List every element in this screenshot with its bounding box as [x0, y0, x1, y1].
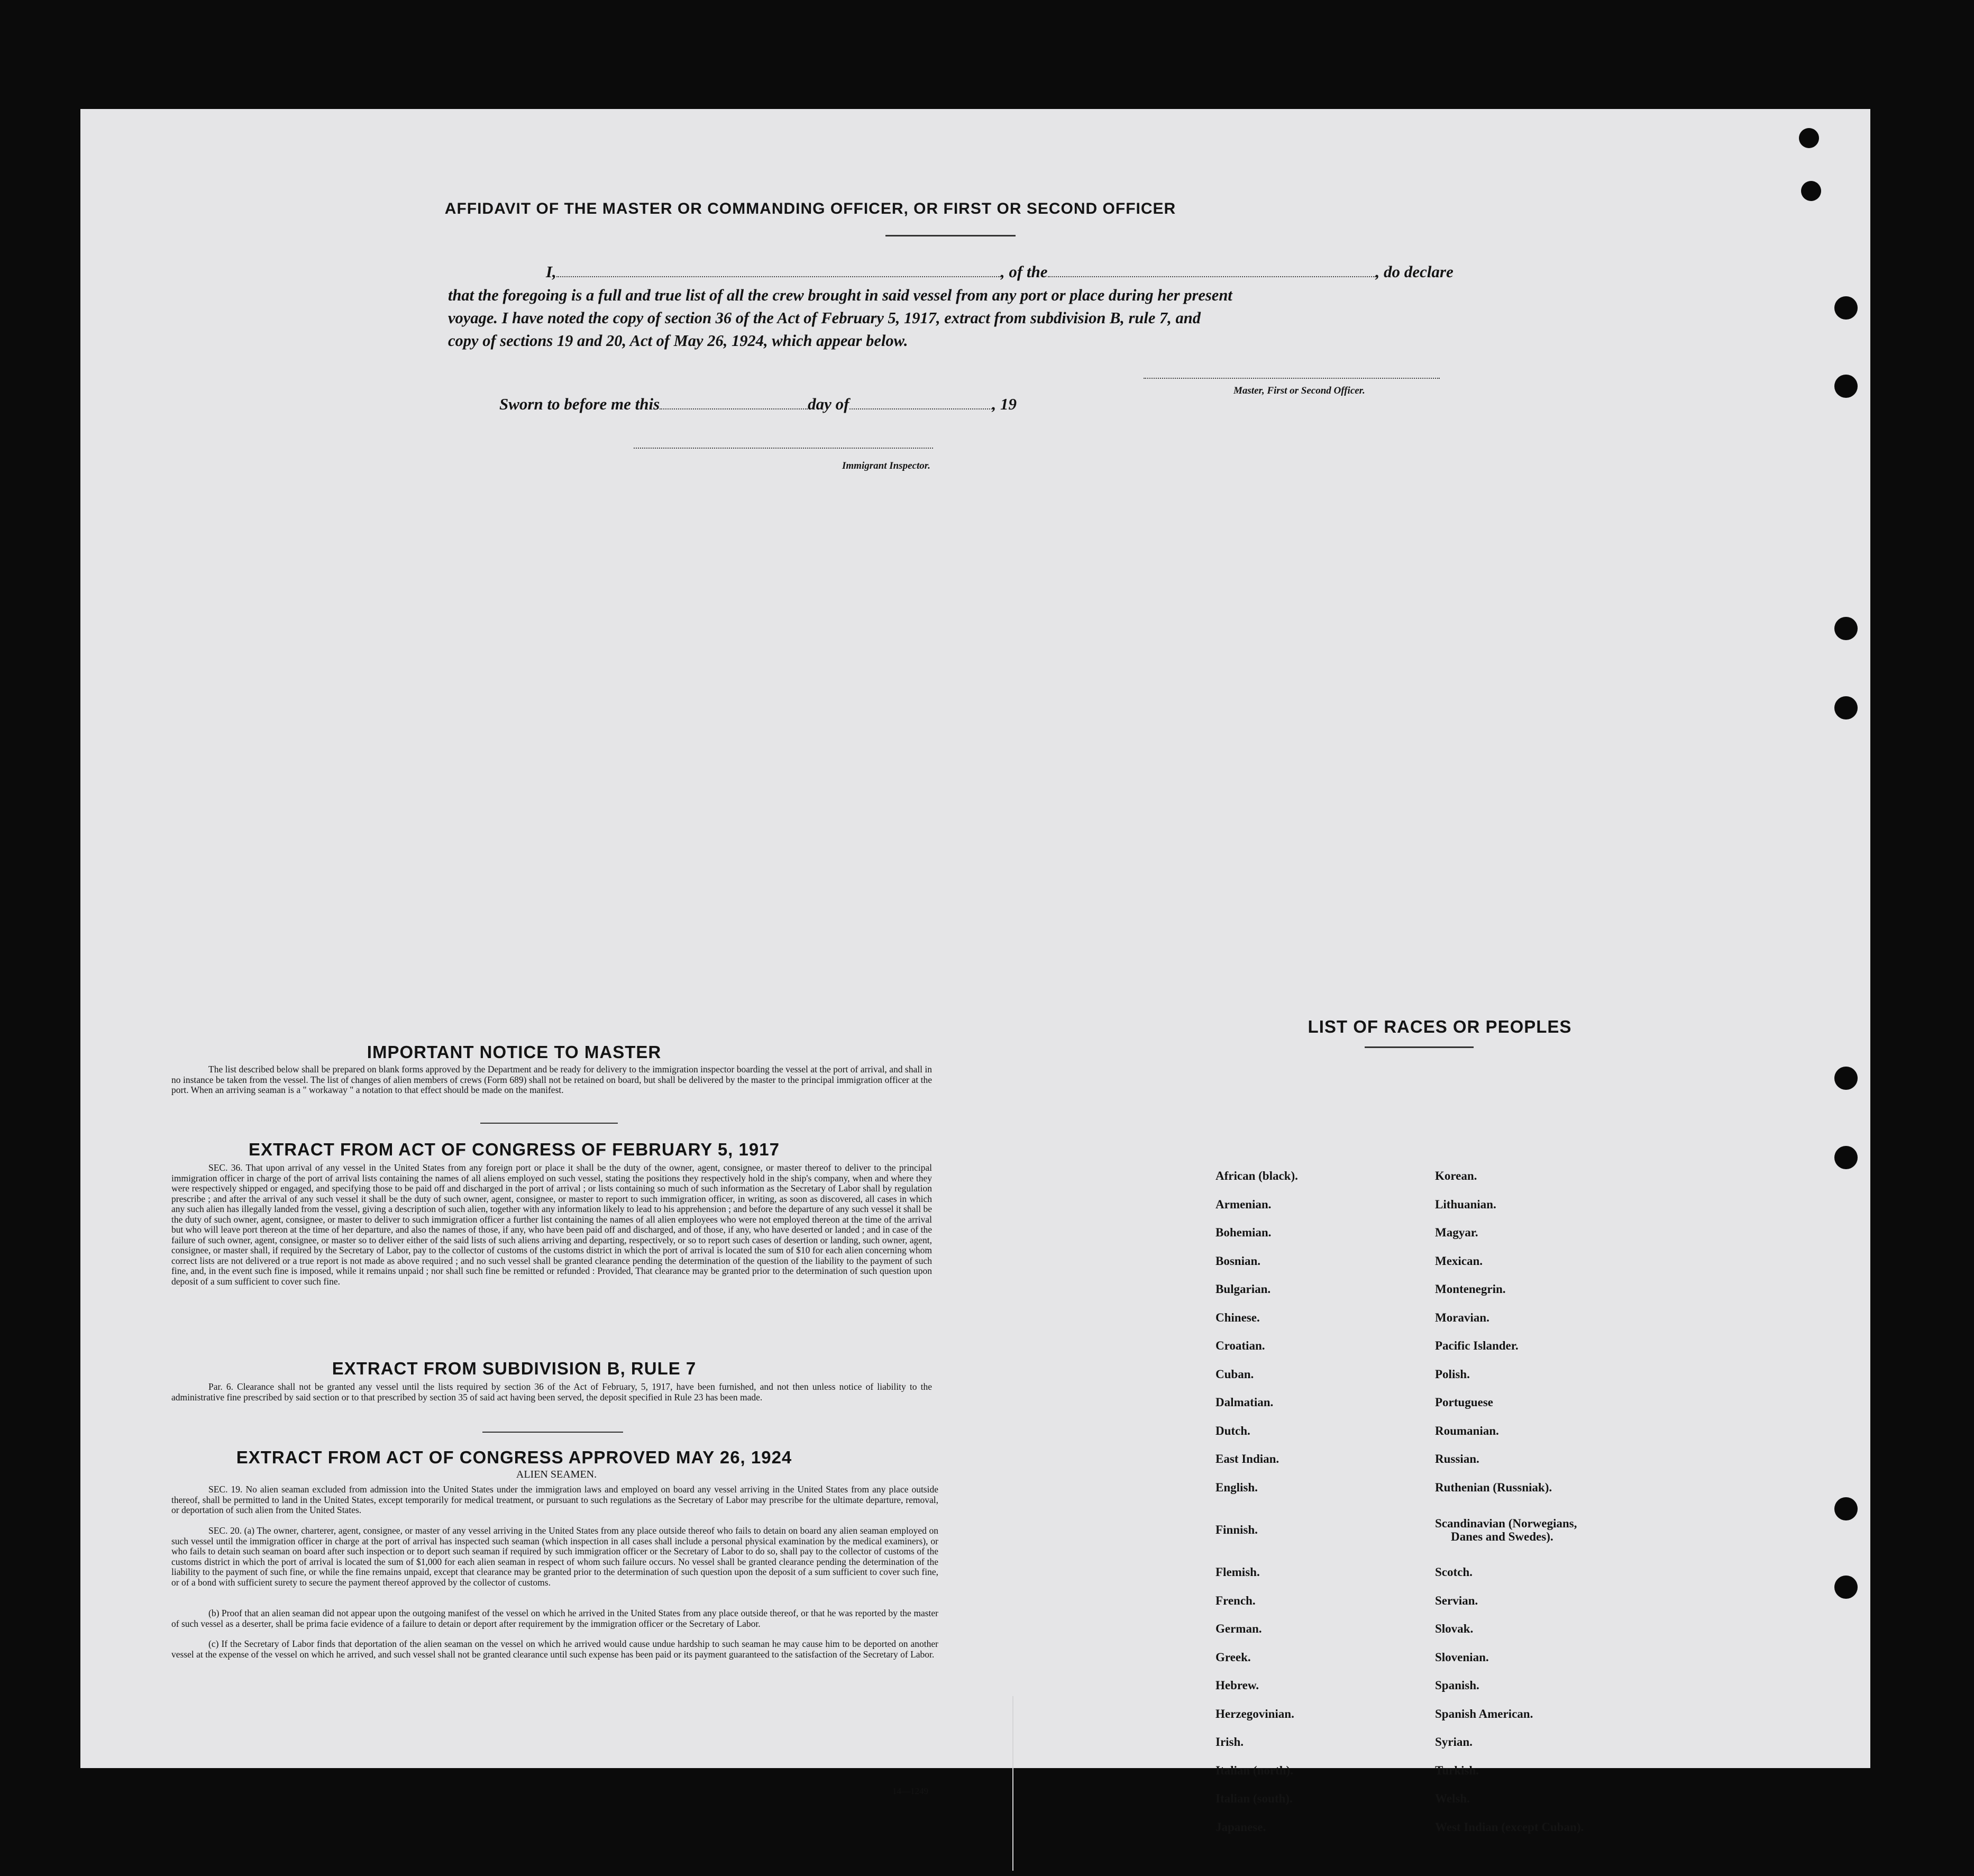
race-item: Ruthenian (Russniak). — [1435, 1480, 1552, 1494]
race-item: Spanish American. — [1435, 1707, 1533, 1720]
rule7-title: EXTRACT FROM SUBDIVISION B, RULE 7 — [332, 1359, 697, 1378]
race-item: Syrian. — [1435, 1735, 1473, 1749]
race-item: Servian. — [1435, 1593, 1478, 1607]
binder-hole — [1834, 696, 1858, 720]
race-item: Scotch. — [1435, 1565, 1473, 1579]
race-item: Pacific Islander. — [1435, 1339, 1519, 1353]
binder-hole — [1834, 1497, 1858, 1520]
sec20c-text: (c) If the Secretary of Labor finds that deportation of the alien seaman on the vessel on which he arrived would cause undue hardship to such seaman he may cause him to be deported on another vessel at the expense of the vessel on which he arrived, and such vessel shall not be granted clearance until such expense has been paid or its payment guaranteed to the satisfaction of the Secretary of Labor. — [171, 1638, 938, 1660]
binder-hole — [1834, 1576, 1858, 1599]
race-item: Flemish. — [1216, 1565, 1260, 1579]
declaration-line — [546, 262, 1454, 281]
fold-line — [1012, 1696, 1013, 1871]
race-item: Cuban. — [1216, 1367, 1254, 1381]
race-item: Italian (north). — [1216, 1763, 1293, 1777]
vessel-blank[interactable] — [1048, 276, 1376, 277]
race-item: Slovenian. — [1435, 1650, 1489, 1664]
race-item: Finnish. — [1216, 1523, 1258, 1536]
day-blank[interactable] — [660, 408, 808, 409]
race-item: Croatian. — [1216, 1339, 1265, 1353]
rule7-text: Par. 6. Clearance shall not be granted any vessel until the lists required by section 36 of the Act of February, 5, 1917, have been furnished, and not then unless notice of liability to the administrative fine prescribed by said section or to that prescribed by section 35 of said act having been served, the deposit specified in Rule 23 has been made. — [171, 1381, 932, 1403]
binder-hole — [1799, 128, 1819, 148]
sworn-year: , 19 — [992, 395, 1017, 413]
race-item: Moravian. — [1435, 1310, 1489, 1324]
races-list — [1216, 1162, 1692, 1841]
race-item: Chinese. — [1216, 1310, 1260, 1324]
race-item: African (black). — [1216, 1169, 1298, 1183]
race-item: Montenegrin. — [1435, 1282, 1506, 1296]
notice-text: The list described below shall be prepared on blank forms approved by the Department and be ready for delivery to the immigration inspector boarding the vessel at the port of arrival, and shall in no instance be taken from the vessel. The list of changes of alien members of crews (Form 689) shall not be retained on board, but shall be delivered by the master to the principal immigration officer at the port. When an arriving seaman is a " workaway " a notation to that effect should be made on the manifest. — [171, 1064, 932, 1095]
race-item: Mexican. — [1435, 1254, 1483, 1268]
section-divider — [482, 1432, 623, 1433]
races-title: LIST OF RACES OR PEOPLES — [1308, 1017, 1572, 1036]
race-item: Hebrew. — [1216, 1679, 1259, 1692]
declare-of: , of the — [1000, 262, 1048, 281]
race-item: Scandinavian (Norwegians, — [1435, 1516, 1577, 1530]
inspector-caption: Immigrant Inspector. — [842, 460, 930, 471]
race-item: Dutch. — [1216, 1424, 1250, 1437]
race-item: Japanese. — [1216, 1820, 1266, 1834]
section-divider — [480, 1123, 618, 1124]
sworn-prefix: Sworn to before me this — [499, 395, 660, 413]
race-item: French. — [1216, 1593, 1256, 1607]
race-item: Roumanian. — [1435, 1424, 1499, 1437]
extract-1917-title: EXTRACT FROM ACT OF CONGRESS OF FEBRUARY 5, 1917 — [249, 1140, 780, 1159]
race-item: Spanish. — [1435, 1679, 1479, 1692]
race-item: Russian. — [1435, 1452, 1479, 1466]
binder-hole — [1834, 1067, 1858, 1090]
name-blank[interactable] — [556, 276, 1001, 277]
race-item: Danes and Swedes). — [1451, 1529, 1553, 1543]
affidavit-body-line: voyage. I have noted the copy of section 36 of the Act of February 5, 1917, extract from subdivision B, rule 7, and — [448, 309, 1201, 327]
race-item: Dalmatian. — [1216, 1396, 1274, 1409]
inspector-signature-line[interactable] — [634, 448, 933, 449]
race-item: Herzegovinian. — [1216, 1707, 1294, 1720]
race-item: Italian (south). — [1216, 1792, 1293, 1806]
race-item: Korean. — [1435, 1169, 1477, 1183]
race-item: English. — [1216, 1480, 1258, 1494]
extract-1917-text: SEC. 36. That upon arrival of any vessel in the United States from any foreign port or place it shall be the duty of the owner, agent, consignee, or master thereof to deliver to the principal immigration officer in charge of the port of arrival lists containing the names of all aliens employed on such vessel, stating the positions they respectively hold in the ship's company, when and where they were respectively shipped or engaged, and specifying those to be paid off and discharged in the port of arrival ; or lists containing so much of such information as the Secretary of Labor shall by regulation prescribe ; and after the arrival of any such vessel it shall be the duty of such owner, agent, consignee, or master to report to such immigration officer, in writing, as soon as discovered, all cases in which any such alien has illegally landed from the vessel, giving a description of such alien, together with any information likely to lead to his apprehension ; and before the departure of any such vessel it shall be the duty of such owner, agent, consignee, or master to deliver to such immigration officer a further list containing the names of all alien employees who were not employed thereon at the time of the arrival but who will leave port thereon at the time of her departure, and also the names of those, if any, who have been paid off and discharged, and of those, if any, who have deserted or landed ; and in case of the failure of such owner, agent, consignee, or master so to deliver either of the said lists of such aliens arriving and departing, respectively, or so to report such cases of desertion or landing, such owner, agent, consignee, or master shall, if required by the Secretary of Labor, pay to the collector of customs of the customs district in which the port of arrival is located the sum of $10 for each alien concerning whom correct lists are not delivered or a true report is not made as above required ; and no such vessel shall be granted clearance pending the determination of the question of the liability to the payment of such fine, and, in the event such fine is imposed, while it remains unpaid ; nor shall such fine be remitted or refunded : Provided, That clearance may be granted prior to the determination of such question upon deposit of a sum sufficient to cover such fine. — [171, 1162, 932, 1287]
declare-i: I, — [546, 262, 556, 281]
sec19-text: SEC. 19. No alien seaman excluded from admission into the United States under the immigration laws and employed on board any vessel arriving in the United States from any place outside thereof, shall be permitted to land in the United States, except temporarily for medical treatment, or pursuant to such regulations as the Secretary of Labor may prescribe for the ultimate departure, removal, or deportation of such alien from the United States. — [171, 1484, 938, 1515]
affidavit-body-line: copy of sections 19 and 20, Act of May 26, 1924, which appear below. — [448, 332, 908, 350]
race-item: Armenian. — [1216, 1197, 1272, 1211]
race-item: Slovak. — [1435, 1622, 1474, 1636]
month-blank[interactable] — [849, 408, 992, 409]
race-item: Portuguese — [1435, 1396, 1493, 1409]
race-item: East Indian. — [1216, 1452, 1280, 1466]
binder-hole — [1834, 1146, 1858, 1169]
extract-1924-title: EXTRACT FROM ACT OF CONGRESS APPROVED MAY 26, 1924 — [236, 1447, 792, 1467]
race-item: Bosnian. — [1216, 1254, 1261, 1268]
binder-hole — [1801, 181, 1821, 201]
races-divider — [1365, 1046, 1474, 1048]
sworn-line — [499, 395, 1017, 414]
race-item: Turkish. — [1435, 1763, 1479, 1777]
sworn-day: day of — [808, 395, 849, 413]
binder-hole — [1834, 375, 1858, 398]
affidavit-body-line: that the foregoing is a full and true list of all the crew brought in said vessel from any port or place during her present — [448, 286, 1232, 304]
race-item: Magyar. — [1435, 1226, 1478, 1240]
race-item: Polish. — [1435, 1367, 1470, 1381]
master-caption: Master, First or Second Officer. — [1233, 385, 1365, 396]
title-divider — [885, 235, 1016, 236]
declare-end: , do declare — [1375, 262, 1454, 281]
race-item: Irish. — [1216, 1735, 1244, 1749]
master-signature-line[interactable] — [1144, 378, 1440, 379]
race-item: Bohemian. — [1216, 1226, 1272, 1240]
race-item: Lithuanian. — [1435, 1197, 1496, 1211]
sec20a-text: SEC. 20. (a) The owner, charterer, agent, consignee, or master of any vessel arriving in the United States from any place outside thereof who fails to detain on board any alien seaman employed on such vessel until the immigration officer in charge at the port of arrival has inspected such seaman (which inspection in all cases shall include a personal physical examination by the medical examiners), or who fails to detain such seaman on board after such inspection or to deport such seaman if required by such immigration officer or the Secretary of Labor to do so, shall pay to the collector of customs of the customs district in which the port of arrival is located the sum of $1,000 for each alien seaman in respect of whom such failure occurs. No vessel shall be granted clearance pending the determination of the liability to the payment of such fine, or while the fine remains unpaid, except that clearance may be granted prior to the determination of such question upon the deposit of a sum sufficient to cover such fine, or of a bond with sufficient surety to secure the payment thereof approved by the collector of customs. — [171, 1525, 938, 1588]
sec20b-text: (b) Proof that an alien seaman did not appear upon the outgoing manifest of the vessel on which he arrived in the United States from any place outside thereof, or that he was reported by the master of such vessel as a deserter, shall be prima facie evidence of a failure to detain or deport after requirement by the immigration officer or the Secretary of Labor. — [171, 1608, 938, 1629]
binder-hole — [1834, 617, 1858, 640]
extract-1924-subtitle: ALIEN SEAMEN. — [516, 1469, 597, 1480]
race-item: Greek. — [1216, 1650, 1251, 1664]
document-page — [80, 109, 1870, 1834]
race-item: West Indian (except Cuban). — [1435, 1820, 1584, 1834]
binder-hole — [1834, 296, 1858, 320]
affidavit-title: AFFIDAVIT OF THE MASTER OR COMMANDING OFFICER, OR FIRST OR SECOND OFFICER — [444, 200, 1176, 217]
race-item: Bulgarian. — [1216, 1282, 1271, 1296]
notice-title: IMPORTANT NOTICE TO MASTER — [367, 1042, 662, 1062]
race-item: German. — [1216, 1622, 1262, 1636]
race-item: Welsh. — [1435, 1792, 1470, 1806]
form-code: 14—1249 — [892, 1786, 928, 1796]
